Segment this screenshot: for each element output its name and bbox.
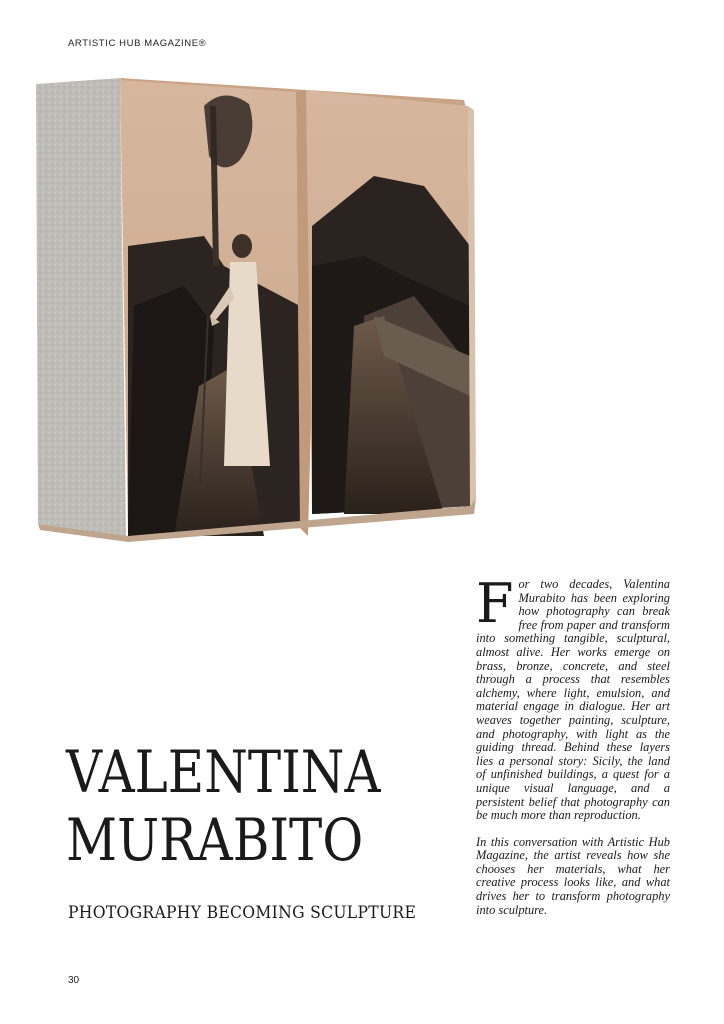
second-paragraph: In this conversation with Artistic Hub Magazine, the artist reveals how she chooses her materials, what her creative process looks like, and what drives her to transform photography into sculpture.	[476, 834, 670, 917]
block-side	[36, 78, 126, 536]
article-subtitle: PHOTOGRAPHY BECOMING SCULPTURE	[68, 903, 417, 923]
artwork-photo	[24, 66, 494, 542]
page-number: 30	[68, 975, 80, 986]
magazine-masthead: ARTISTIC HUB MAGAZINE®	[68, 38, 207, 49]
drop-cap: F	[476, 572, 514, 635]
photo-panel-right	[306, 90, 470, 514]
article-title	[66, 738, 432, 874]
article-body	[476, 572, 670, 930]
intro-paragraph-text: or two decades, Valentina Murabito has been exploring how photography can break free from paper and transform into something tangible, sculptural, almost alive. Her works emerge on brass, bronze, concrete, and steel through a process that resembles alchemy, where light, emulsion, and material engage in dialogue. Her art weaves together painting, sculpture, and photography, with light as the guiding thread. Behind these layers lies a personal story: Sicily, the land of unfinished buildings, a quest for a unique visual language, and a persistent belief that photography can be much more than reproduction.	[476, 577, 670, 823]
title-first-name: VALENTINA	[66, 738, 381, 806]
title-last-name: MURABITO	[66, 806, 364, 874]
photo-panel-left	[120, 80, 300, 536]
intro-paragraph	[476, 572, 670, 823]
